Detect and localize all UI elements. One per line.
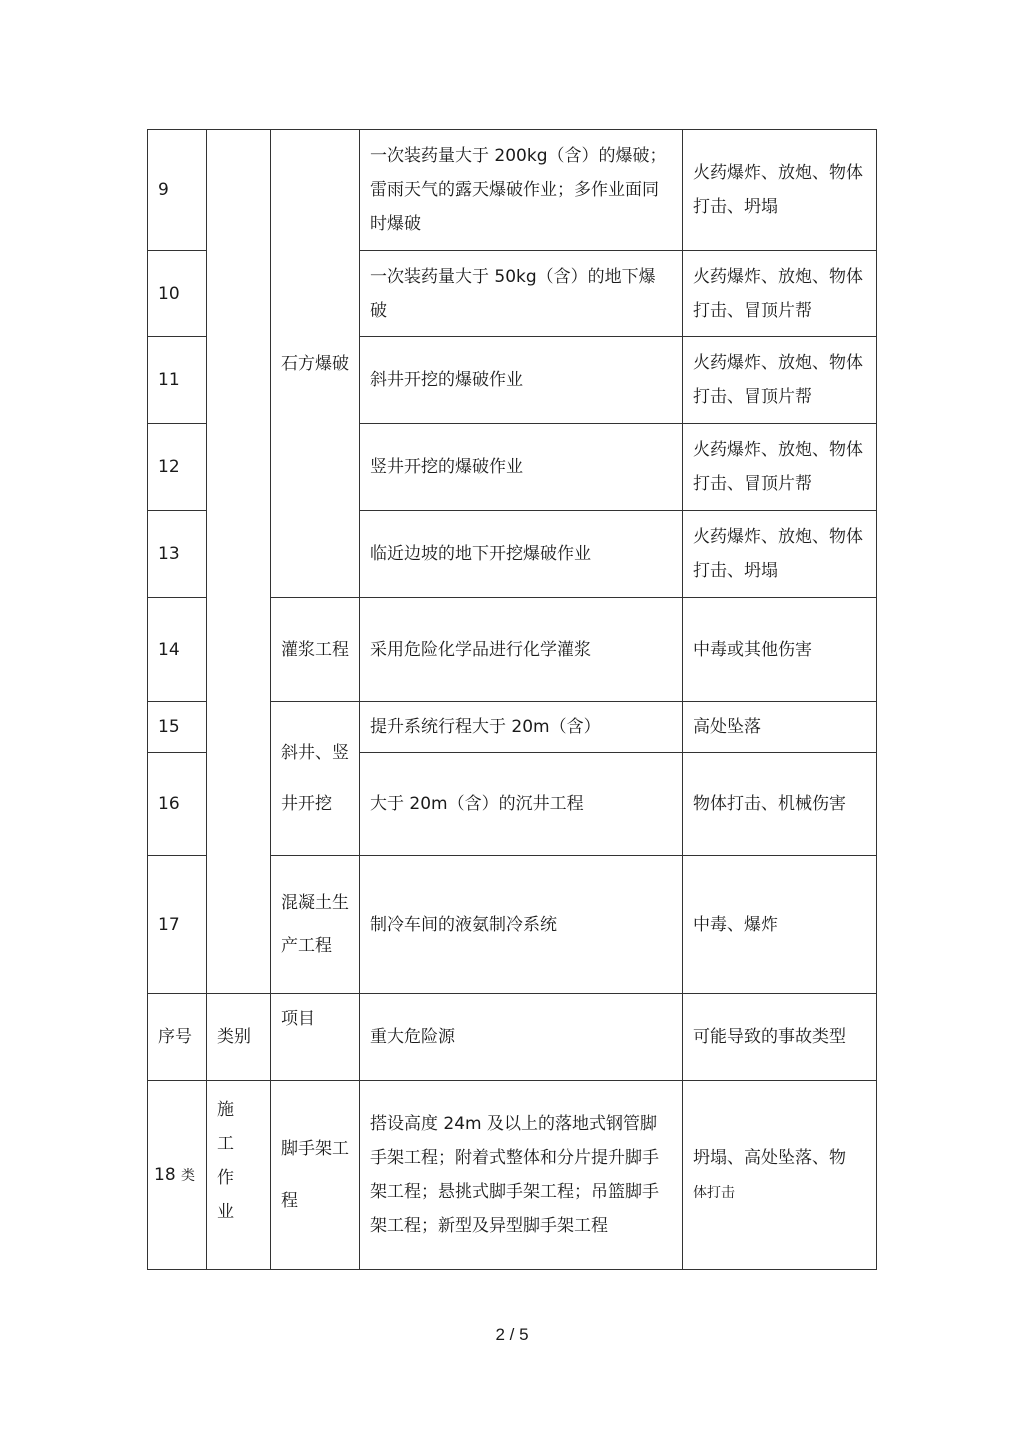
accident-type-cell: 高处坠落 [683, 702, 877, 753]
project-cell: 石方爆破 [271, 130, 360, 598]
header-project: 项目 [271, 994, 360, 1081]
header-hazard-source: 重大危险源 [360, 994, 683, 1081]
hazard-source-cell: 采用危险化学品进行化学灌浆 [360, 598, 683, 702]
project-cell: 混凝土生产工程 [271, 856, 360, 994]
table-header-row [148, 994, 877, 1081]
accident-type-text: 坍塌、高处坠落、物 [693, 1147, 846, 1168]
row-number-value: 18 [154, 1164, 176, 1185]
hazard-source-cell: 制冷车间的液氨制冷系统 [360, 856, 683, 994]
row-number: 14 [148, 598, 207, 702]
accident-type-cell: 火药爆炸、放炮、物体打击、坍塌 [683, 130, 877, 251]
header-category: 类别 [207, 994, 271, 1081]
row-number: 17 [148, 856, 207, 994]
hazard-table [147, 129, 877, 1270]
table-row [148, 130, 877, 251]
accident-type-cell [683, 1081, 877, 1270]
hazard-source-cell: 一次装药量大于 50kg（含）的地下爆破 [360, 251, 683, 337]
accident-type-cell: 物体打击、机械伤害 [683, 753, 877, 856]
row-number: 13 [148, 511, 207, 598]
row-number: 15 [148, 702, 207, 753]
hazard-source-cell: 一次装药量大于 200kg（含）的爆破；雷雨天气的露天爆破作业；多作业面同时爆破 [360, 130, 683, 251]
row-number: 12 [148, 424, 207, 511]
accident-type-cell: 火药爆炸、放炮、物体打击、坍塌 [683, 511, 877, 598]
hazard-source-cell: 提升系统行程大于 20m（含） [360, 702, 683, 753]
row-number: 9 [148, 130, 207, 251]
project-cell: 斜井、竖井开挖 [271, 702, 360, 856]
accident-type-cell: 火药爆炸、放炮、物体打击、冒顶片帮 [683, 424, 877, 511]
header-number: 序号 [148, 994, 207, 1081]
project-cell: 灌浆工程 [271, 598, 360, 702]
hazard-source-cell: 搭设高度 24m 及以上的落地式钢管脚手架工程；附着式整体和分片提升脚手架工程；悬挑式脚手架工程；吊篮脚手架工程；新型及异型脚手架工程 [360, 1081, 683, 1270]
accident-type-cell: 火药爆炸、放炮、物体打击、冒顶片帮 [683, 337, 877, 424]
header-accident-type: 可能导致的事故类型 [683, 994, 877, 1081]
row-number-suffix: 类 [181, 1167, 196, 1184]
project-cell: 脚手架工程 [271, 1081, 360, 1270]
category-cell: 施工作业 [207, 1081, 271, 1270]
accident-type-cell: 中毒或其他伤害 [683, 598, 877, 702]
hazard-source-cell: 大于 20m（含）的沉井工程 [360, 753, 683, 856]
row-number [148, 1081, 207, 1270]
row-number: 10 [148, 251, 207, 337]
hazard-source-cell: 竖井开挖的爆破作业 [360, 424, 683, 511]
accident-type-cell: 中毒、爆炸 [683, 856, 877, 994]
accident-type-tail: 体打击 [693, 1184, 735, 1201]
category-cell [207, 130, 271, 994]
hazard-source-cell: 斜井开挖的爆破作业 [360, 337, 683, 424]
page-number: 2 / 5 [495, 1325, 529, 1344]
hazard-source-cell: 临近边坡的地下开挖爆破作业 [360, 511, 683, 598]
row-number: 16 [148, 753, 207, 856]
accident-type-cell: 火药爆炸、放炮、物体打击、冒顶片帮 [683, 251, 877, 337]
row-number: 11 [148, 337, 207, 424]
table-row [148, 1081, 877, 1270]
